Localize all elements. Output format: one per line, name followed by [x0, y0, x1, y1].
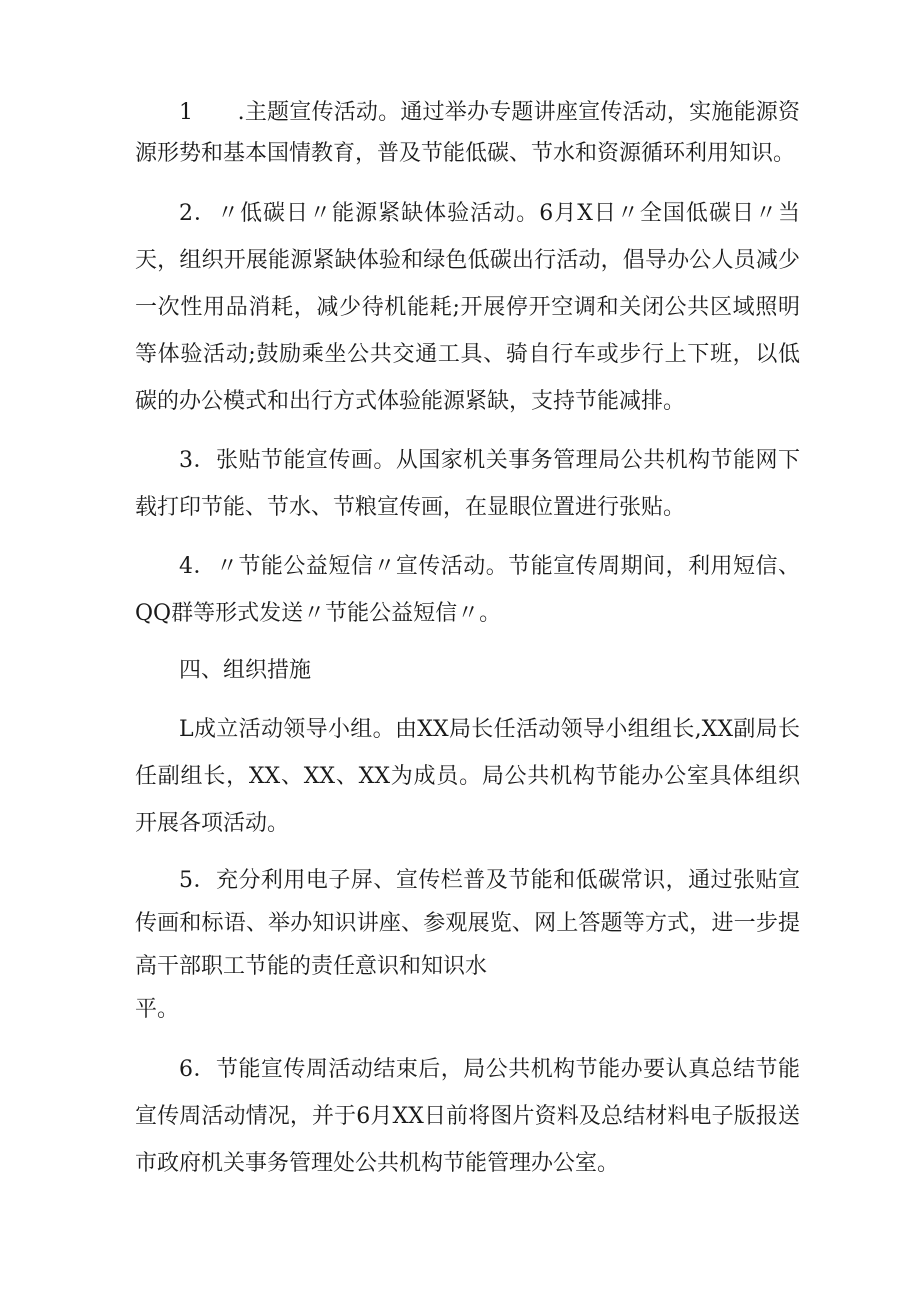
- paragraph-item-5-main: 5．充分利用电子屏、宣传栏普及节能和低碳常识，通过张贴宣传画和标语、举办知识讲座、参观展览、网上答题等方式，进一步提高干部职工节能的责任意识和知识水: [135, 868, 800, 979]
- paragraph-item-1: 1 .主题宣传活动。通过举办专题讲座宣传活动，实施能源资源形势和基本国情教育，普及节能低碳、节水和资源循环利用知识。: [135, 100, 800, 166]
- paragraph-item-5-tail: 平。: [135, 997, 180, 1022]
- paragraph-item-2: 2．〃低碳日〃能源紧缺体验活动。6月X日〃全国低碳日〃当天，组织开展能源紧缺体验和绿色低碳出行活动，倡导办公人员减少一次性用品消耗，减少待机能耗;开展停开空调和关闭公共区域照明等体验活动;鼓励乘坐公共交通工具、骑自行车或步行上下班，以低碳的办公模式和出行方式体验能源紧缺，支持节能减排。: [135, 201, 800, 414]
- section-heading-organization: 四、组织措施: [179, 658, 312, 683]
- paragraph-item-4: 4．〃节能公益短信〃宣传活动。节能宣传周期间，利用短信、QQ群等形式发送〃节能公益短信〃。: [135, 554, 800, 626]
- document-body: [135, 92, 800, 1199]
- paragraph-item-3: 3．张贴节能宣传画。从国家机关事务管理局公共机构节能网下载打印节能、节水、节粮宣传画，在显眼位置进行张贴。: [135, 448, 800, 520]
- paragraph-item-5: [135, 859, 800, 1031]
- paragraph-leadership-group: L成立活动领导小组。由XX局长任活动领导小组组长,XX副局长任副组长，XX、XX、XX为成员。局公共机构节能办公室具体组织开展各项活动。: [135, 717, 800, 836]
- paragraph-item-6: 6．节能宣传周活动结束后，局公共机构节能办要认真总结节能宣传周活动情况，并于6月XX日前将图片资料及总结材料电子版报送市政府机关事务管理处公共机构节能管理办公室。: [135, 1057, 800, 1176]
